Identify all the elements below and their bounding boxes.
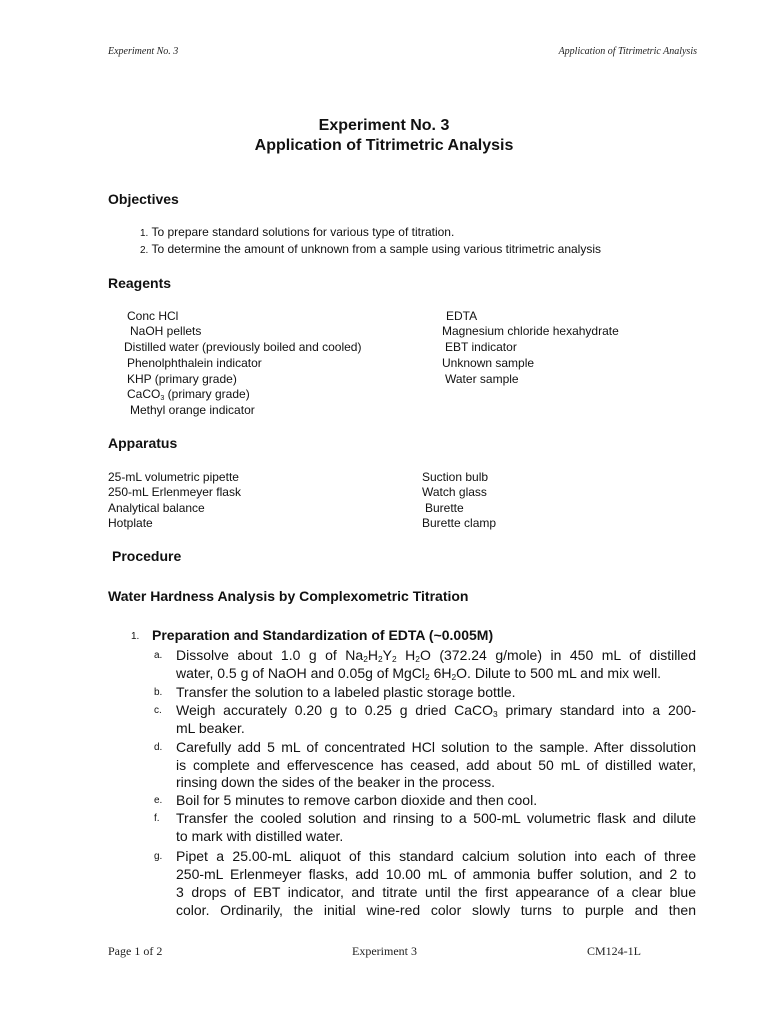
header-left: Experiment No. 3 bbox=[108, 46, 179, 57]
footer-course-code: CM124-1L bbox=[587, 944, 641, 958]
objective-text: To prepare standard solutions for various type of titration. bbox=[151, 225, 455, 239]
step-text: Weigh accurately 0.20 g to 0.25 g dried CaCO$_3$ primary standard into a 200- bbox=[176, 702, 696, 719]
step-text: 3 drops of EBT indicator, and titrate until the first appearance of a clear blue bbox=[176, 884, 696, 900]
apparatus-item: Analytical balance bbox=[108, 501, 205, 515]
step-text: rinsing down the sides of the beaker in the process. bbox=[176, 774, 496, 790]
step-text: Dissolve about 1.0 g of $Na_2H_2Y_2$ $H_2O$ (372.24 g/mole) in 450 mL of distilled bbox=[176, 647, 696, 664]
document-subtitle: Application of Titrimetric Analysis bbox=[254, 137, 514, 154]
apparatus-item: Suction bulb bbox=[422, 470, 489, 484]
apparatus-item: Hotplate bbox=[108, 516, 153, 530]
step-text: water, 0.5 g of NaOH and 0.05g of MgCl$_2$ $6H_2O$. Dilute to 500 mL and mix well. bbox=[176, 665, 662, 682]
step-text: 250-mL Erlenmeyer flasks, add 10.00 mL of ammonia buffer solution, and 2 to bbox=[176, 866, 696, 882]
reagent-item: Conc HCl bbox=[127, 309, 179, 323]
reagent-item: EDTA bbox=[446, 309, 478, 323]
step-text: Pipet a 25.00-mL aliquot of this standard calcium solution into each of three bbox=[176, 848, 696, 864]
step-text: Transfer the solution to a labeled plastic storage bottle. bbox=[176, 684, 516, 700]
step-letter: c. bbox=[154, 705, 162, 716]
step-text: is complete and effervescence has ceased, add about 50 mL of distilled water, bbox=[176, 757, 696, 773]
footer-page-number: Page 1 of 2 bbox=[108, 944, 163, 958]
objective-number: 2. bbox=[140, 245, 149, 256]
section-title: Water Hardness Analysis by Complexometric Titration bbox=[108, 588, 469, 604]
reagent-item: Methyl orange indicator bbox=[130, 403, 255, 417]
objective-text: To determine the amount of unknown from a sample using various titrimetric analysis bbox=[151, 242, 602, 256]
reagent-item: EBT indicator bbox=[445, 340, 517, 354]
reagent-item: Distilled water (previously boiled and cooled) bbox=[124, 340, 362, 354]
objectives-heading: Objectives bbox=[108, 191, 179, 207]
apparatus-item: 25-mL volumetric pipette bbox=[108, 470, 239, 484]
header-right: Application of Titrimetric Analysis bbox=[558, 46, 697, 57]
objective-item bbox=[140, 225, 454, 239]
document-title: Experiment No. 3 bbox=[318, 117, 450, 134]
apparatus-item: 250-mL Erlenmeyer flask bbox=[108, 485, 241, 499]
step-text: Carefully add 5 mL of concentrated HCl solution to the sample. After dissolution bbox=[176, 739, 696, 755]
step-letter: e. bbox=[154, 795, 163, 806]
footer-center: Experiment 3 bbox=[352, 944, 417, 958]
reagent-item: Water sample bbox=[445, 372, 519, 386]
objective-number: 1. bbox=[140, 228, 149, 239]
reagent-item: Phenolphthalein indicator bbox=[127, 356, 262, 370]
step-letter: b. bbox=[154, 687, 163, 698]
step-text: to mark with distilled water. bbox=[176, 828, 344, 844]
apparatus-item: Watch glass bbox=[422, 485, 487, 499]
step-letter: f. bbox=[154, 813, 160, 824]
step-text: mL beaker. bbox=[176, 720, 245, 736]
step-number: 1. bbox=[131, 631, 140, 642]
objective-item bbox=[140, 242, 601, 256]
reagent-item: CaCO$_3$ (primary grade) bbox=[127, 387, 250, 402]
reagents-heading: Reagents bbox=[108, 275, 172, 291]
apparatus-item: Burette bbox=[425, 501, 464, 515]
step-title: Preparation and Standardization of EDTA (~0.005M) bbox=[152, 627, 494, 643]
reagent-item: KHP (primary grade) bbox=[127, 372, 237, 386]
apparatus-item: Burette clamp bbox=[422, 516, 497, 530]
step-letter: a. bbox=[154, 650, 163, 661]
step-letter: d. bbox=[154, 742, 163, 753]
reagent-item: NaOH pellets bbox=[130, 324, 202, 338]
apparatus-heading: Apparatus bbox=[108, 435, 178, 451]
step-letter: g. bbox=[154, 851, 163, 862]
step-text: Boil for 5 minutes to remove carbon dioxide and then cool. bbox=[176, 792, 538, 808]
reagent-item: Unknown sample bbox=[442, 356, 535, 370]
step-text: color. Ordinarily, the initial wine-red color slowly turns to purple and then bbox=[176, 902, 696, 918]
procedure-heading: Procedure bbox=[112, 548, 182, 564]
step-text: Transfer the cooled solution and rinsing to a 500-mL volumetric flask and dilute bbox=[176, 810, 696, 826]
reagent-item: Magnesium chloride hexahydrate bbox=[442, 324, 619, 338]
